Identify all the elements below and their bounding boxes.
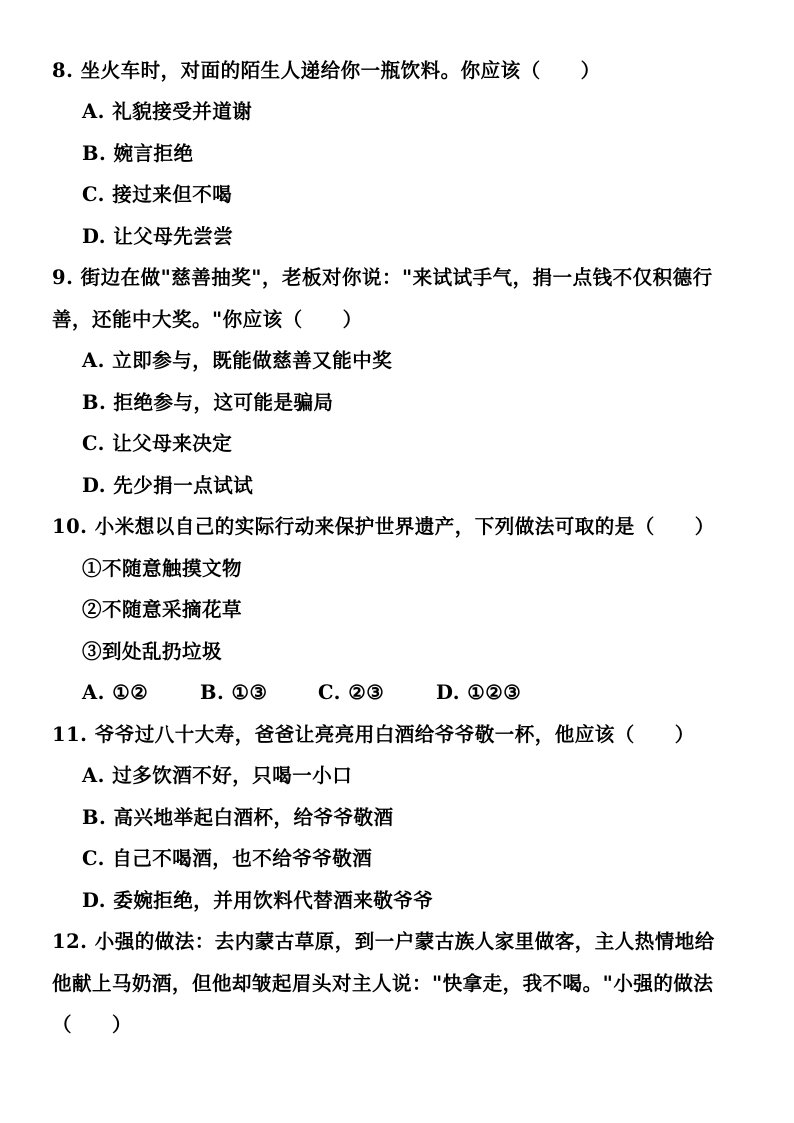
- question-10-item-3: ③到处乱扔垃圾: [82, 640, 223, 663]
- question-11-option-b: B. 高兴地举起白酒杯，给爷爷敬酒: [82, 806, 394, 829]
- question-11-option-c: C. 自己不喝酒，也不给爷爷敬酒: [82, 847, 373, 870]
- question-10-option-b: B. ①③: [200, 681, 268, 704]
- question-9-option-d: D. 先少捐一点试试: [82, 474, 254, 497]
- question-9-option-b: B. 拒绝参与，这可能是骗局: [82, 391, 334, 414]
- question-10-option-d: D. ①②③: [436, 681, 522, 704]
- question-12-stem-line-2: 他献上马奶酒，但他却皱起眉头对主人说："快拿走，我不喝。"小强的做法: [52, 972, 714, 995]
- question-9-stem-line-2: 善，还能中大奖。"你应该（ ）: [52, 308, 363, 331]
- question-10-stem: 10. 小米想以自己的实际行动来保护世界遗产，下列做法可取的是（ ）: [52, 515, 715, 538]
- question-9-option-c: C. 让父母来决定: [82, 432, 233, 455]
- question-8-stem: 8. 坐火车时，对面的陌生人递给你一瓶饮料。你应该（ ）: [52, 59, 601, 82]
- question-8-option-b: B. 婉言拒绝: [82, 142, 194, 165]
- question-11-option-a: A. 过多饮酒不好，只喝一小口: [82, 764, 353, 787]
- question-8-option-d: D. 让父母先尝尝: [82, 225, 234, 248]
- question-9-option-a: A. 立即参与，既能做慈善又能中奖: [82, 349, 393, 372]
- question-10-item-1: ①不随意触摸文物: [82, 557, 243, 580]
- question-11-stem: 11. 爷爷过八十大寿，爸爸让亮亮用白酒给爷爷敬一杯，他应该（ ）: [52, 723, 695, 746]
- question-12-stem-line-3: （ ）: [52, 1013, 133, 1036]
- question-8-option-a: A. 礼貌接受并道谢: [82, 100, 253, 123]
- question-10-item-2: ②不随意采摘花草: [82, 598, 243, 621]
- question-11-option-d: D. 委婉拒绝，并用饮料代替酒来敬爷爷: [82, 889, 434, 912]
- question-10-options-row: [82, 680, 567, 706]
- question-10-option-c: C. ②③: [318, 681, 385, 704]
- question-9-stem-line-1: 9. 街边在做"慈善抽奖"，老板对你说："来试试手气，捐一点钱不仅积德行: [52, 266, 713, 289]
- question-8-option-c: C. 接过来但不喝: [82, 183, 233, 206]
- question-10-option-a: A. ①②: [82, 681, 149, 704]
- question-12-stem-line-1: 12. 小强的做法：去内蒙古草原，到一户蒙古族人家里做客，主人热情地给: [52, 930, 715, 953]
